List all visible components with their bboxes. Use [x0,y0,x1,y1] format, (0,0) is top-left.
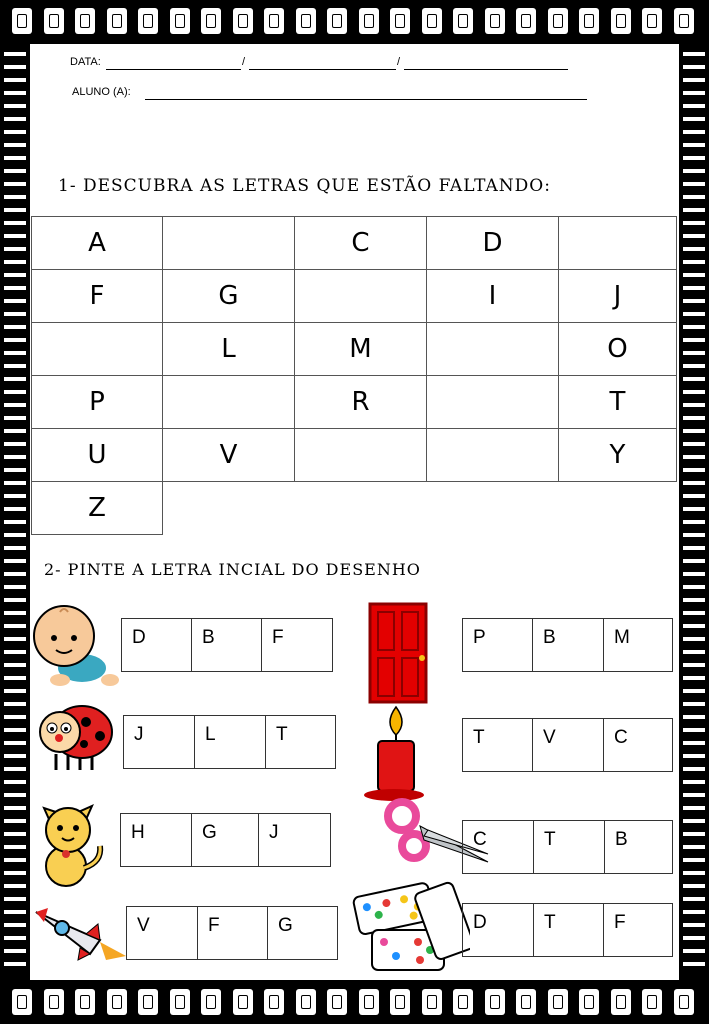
border-stripe [4,52,26,56]
border-stripe [4,624,26,628]
letter-option[interactable]: V [533,719,604,771]
border-tile [453,989,473,1015]
border-tile [264,989,284,1015]
grid-row [32,270,677,323]
border-stripe [4,650,26,654]
border-tile [579,8,599,34]
border-stripe [683,130,705,134]
border-stripe [4,299,26,303]
border-stripe [683,481,705,485]
blank-cell[interactable] [163,217,295,270]
letter-cell: I [427,270,559,323]
letter-option[interactable]: C [614,727,628,748]
letter-option[interactable]: D [122,619,192,671]
border-tile [579,989,599,1015]
border-stripe [4,793,26,797]
border-tile [359,8,379,34]
blank-cell[interactable] [163,376,295,429]
border-tile [75,8,95,34]
letter-option[interactable]: T [276,724,288,745]
border-stripe [683,390,705,394]
border-stripe [683,962,705,966]
border-stripe [683,637,705,641]
letter-cell: T [559,376,677,429]
letter-cell: D [427,217,559,270]
border-stripe [683,572,705,576]
letter-option[interactable]: G [278,915,293,936]
border-stripe [4,936,26,940]
border-stripe [683,728,705,732]
border-tile [170,8,190,34]
border-stripe [4,104,26,108]
border-stripe [683,299,705,303]
letter-option[interactable]: J [269,822,279,843]
border-stripe [683,195,705,199]
border-stripe [4,858,26,862]
border-tile [12,8,32,34]
border-tile [170,989,190,1015]
letter-cell: Y [559,429,677,482]
border-tile [611,989,631,1015]
border-stripe [683,858,705,862]
border-tile [548,8,568,34]
border-tile [107,8,127,34]
border-stripe [4,780,26,784]
border-stripe [683,650,705,654]
border-stripe [4,208,26,212]
border-stripe [683,247,705,251]
border-tile [12,989,32,1015]
choice-row-dominoes [462,903,673,957]
border-stripe [4,741,26,745]
border-stripe [4,130,26,134]
border-stripe [683,325,705,329]
letter-option[interactable]: M [614,627,630,648]
border-stripe [4,442,26,446]
choice-row-door [462,618,673,672]
date-day-line[interactable] [106,69,241,70]
border-stripe [4,897,26,901]
border-tile [107,989,127,1015]
border-stripe [4,533,26,537]
cat-icon [36,796,108,888]
border-stripe [683,507,705,511]
border-stripe [683,624,705,628]
border-stripe [4,78,26,82]
border-stripe [4,507,26,511]
border-stripe [683,351,705,355]
border-stripe [683,494,705,498]
border-stripe [4,702,26,706]
border-stripe [4,572,26,576]
border-tile [485,989,505,1015]
border-tile [485,8,505,34]
letter-cell: P [32,376,163,429]
border-stripe [683,767,705,771]
border-stripe [683,143,705,147]
border-stripe [683,377,705,381]
border-tile [422,8,442,34]
border-stripe [4,832,26,836]
letter-cell: Z [32,482,163,535]
border-stripe [683,871,705,875]
border-stripe [683,91,705,95]
border-stripe [683,442,705,446]
border-tile [264,8,284,34]
border-stripe [683,559,705,563]
border-stripe [4,481,26,485]
border-stripe [683,689,705,693]
border-stripe [683,754,705,758]
grid-row [32,429,677,482]
border-stripe [683,416,705,420]
letter-option[interactable]: F [272,627,284,648]
border-stripe [4,91,26,95]
border-stripe [683,364,705,368]
border-stripe [683,234,705,238]
border-stripe [683,832,705,836]
border-tile [674,989,694,1015]
border-stripe [683,104,705,108]
border-stripe [4,559,26,563]
border-stripe [4,117,26,121]
letter-option[interactable]: J [124,716,195,768]
letter-cell: C [295,217,427,270]
border-stripe [4,767,26,771]
border-stripe [683,949,705,953]
border-stripe [683,208,705,212]
border-stripe [683,312,705,316]
border-stripe [683,520,705,524]
border-stripe [4,325,26,329]
choice-row-cat [120,813,331,867]
choice-row-scissors [462,820,673,874]
border-stripe [4,65,26,69]
border-stripe [4,156,26,160]
border-stripe [4,403,26,407]
border-stripe [683,819,705,823]
border-stripe [683,676,705,680]
border-stripe [683,897,705,901]
border-stripe [4,962,26,966]
border-stripe [4,416,26,420]
letter-cell: A [32,217,163,270]
letter-option[interactable]: D [463,904,534,956]
border-stripe [4,663,26,667]
border-tile [44,989,64,1015]
border-tile [233,989,253,1015]
blank-cell[interactable] [427,323,559,376]
date-month-line[interactable] [249,69,396,70]
border-stripe [4,195,26,199]
letter-option[interactable]: L [195,716,266,768]
blank-cell[interactable] [295,429,427,482]
letter-cell: F [32,270,163,323]
border-stripe [4,338,26,342]
border-stripe [4,715,26,719]
border-stripe [683,546,705,550]
border-stripe [4,429,26,433]
border-tile [422,989,442,1015]
letter-option[interactable]: T [534,821,605,873]
border-stripe [4,910,26,914]
letter-option[interactable]: T [534,904,604,956]
border-stripe [683,611,705,615]
blank-cell[interactable] [295,270,427,323]
border-stripe [4,455,26,459]
border-tile [548,989,568,1015]
border-stripe [683,598,705,602]
border-stripe [683,52,705,56]
border-tile [327,989,347,1015]
border-stripe [683,923,705,927]
border-stripe [4,546,26,550]
date-year-line[interactable] [404,69,568,70]
candle-icon [360,705,426,801]
choice-row-baby [121,618,333,672]
border-tile [674,8,694,34]
dominoes-icon [352,880,470,976]
letter-cell: M [295,323,427,376]
border-stripe [4,247,26,251]
border-tile [138,8,158,34]
border-stripe [683,429,705,433]
border-stripe [683,741,705,745]
border-stripe [4,637,26,641]
border-tile [233,8,253,34]
border-stripe [683,702,705,706]
letter-option[interactable]: V [127,907,198,959]
border-tile [138,989,158,1015]
grid-row [32,376,677,429]
border-stripe [683,936,705,940]
letter-option[interactable]: F [614,912,626,933]
border-stripe [683,884,705,888]
border-stripe [4,871,26,875]
border-tile [453,8,473,34]
border-tile [201,8,221,34]
border-stripe [4,234,26,238]
letter-cell: R [295,376,427,429]
border-tile [642,989,662,1015]
grid-row [32,217,677,270]
border-stripe [683,403,705,407]
border-stripe [683,845,705,849]
blank-cell[interactable] [427,376,559,429]
letter-cell: J [559,270,677,323]
border-stripe [4,806,26,810]
letter-option[interactable]: B [615,829,628,850]
border-stripe [4,468,26,472]
exercise2-title: 2- PINTE A LETRA INCIAL DO DESENHO [44,560,421,579]
door-icon [368,602,430,704]
border-stripe [683,78,705,82]
date-separator: / [242,56,246,68]
border-stripe [683,780,705,784]
border-stripe [4,494,26,498]
student-label: ALUNO (A): [72,86,131,98]
border-stripe [4,312,26,316]
alphabet-grid [31,216,677,535]
rocket-icon [30,898,130,968]
border-stripe [683,117,705,121]
letter-option[interactable]: B [533,619,604,671]
letter-cell: O [559,323,677,376]
letter-option[interactable]: G [192,814,259,866]
border-stripe [4,611,26,615]
blank-cell[interactable] [32,323,163,376]
border-tile [642,8,662,34]
border-stripe [683,273,705,277]
border-tile [44,8,64,34]
border-stripe [4,585,26,589]
border-stripe [4,273,26,277]
border-stripe [4,884,26,888]
border-stripe [683,260,705,264]
border-stripe [4,819,26,823]
border-stripe [683,169,705,173]
grid-row [32,482,677,535]
border-tile [327,8,347,34]
border-tile [75,989,95,1015]
letter-option[interactable]: P [463,619,533,671]
baby-icon [30,598,122,690]
border-stripe [4,949,26,953]
border-stripe [4,169,26,173]
ladybug-icon [34,692,114,774]
border-stripe [4,676,26,680]
border-stripe [683,286,705,290]
border-stripe [683,65,705,69]
border-stripe [4,364,26,368]
border-stripe [4,520,26,524]
choice-row-rocket [126,906,338,960]
border-stripe [4,182,26,186]
border-stripe [683,182,705,186]
border-tile [359,989,379,1015]
border-tile [296,989,316,1015]
exercise1-title: 1- DESCUBRA AS LETRAS QUE ESTÃO FALTANDO: [58,176,551,196]
border-stripe [683,221,705,225]
border-stripe [4,260,26,264]
border-stripe [4,845,26,849]
border-stripe [4,598,26,602]
letter-option[interactable]: F [198,907,268,959]
blank-cell[interactable] [427,429,559,482]
border-stripe [683,455,705,459]
border-stripe [4,689,26,693]
letter-option[interactable]: B [192,619,262,671]
border-stripe [4,728,26,732]
border-stripe [4,754,26,758]
border-stripe [683,338,705,342]
letter-option[interactable]: C [463,821,534,873]
border-tile [390,989,410,1015]
border-stripe [4,351,26,355]
letter-option[interactable]: H [121,814,192,866]
border-stripe [683,663,705,667]
border-stripe [683,468,705,472]
border-stripe [683,585,705,589]
letter-cell: G [163,270,295,323]
border-stripe [683,156,705,160]
border-tile [201,989,221,1015]
border-stripe [4,377,26,381]
border-stripe [683,806,705,810]
letter-cell: U [32,429,163,482]
date-label: DATA: [70,56,101,68]
border-tile [296,8,316,34]
border-stripe [4,221,26,225]
letter-cell: V [163,429,295,482]
border-stripe [683,793,705,797]
blank-cell[interactable] [559,217,677,270]
border-stripe [4,143,26,147]
border-stripe [4,286,26,290]
student-name-line[interactable] [145,99,587,100]
border-stripe [4,923,26,927]
choice-row-ladybug [123,715,336,769]
choice-row-candle [462,718,673,772]
date-separator: / [397,56,401,68]
letter-option[interactable]: T [463,719,533,771]
letter-cell: L [163,323,295,376]
border-tile [611,8,631,34]
border-stripe [683,715,705,719]
border-tile [390,8,410,34]
border-stripe [683,533,705,537]
grid-row [32,323,677,376]
border-tile [516,989,536,1015]
border-stripe [4,390,26,394]
border-stripe [683,910,705,914]
border-tile [516,8,536,34]
